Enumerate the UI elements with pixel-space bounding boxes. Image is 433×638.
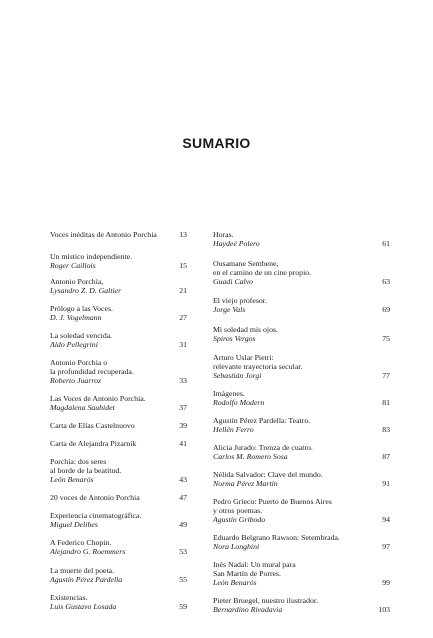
toc-entry	[213, 443, 390, 461]
toc-entry-page-number: 31	[179, 340, 187, 349]
toc-entry-author: Aldo Pellegrini	[50, 340, 98, 349]
toc-entry	[213, 470, 390, 488]
toc-entry-text	[213, 325, 378, 343]
toc-entry-title: Eduardo Belgrano Rawson: Setembrada.	[213, 533, 340, 542]
toc-entry-author: Agustín Gribodo	[213, 515, 266, 524]
toc-entry-page-number: 21	[179, 286, 187, 295]
toc-entry	[50, 230, 187, 239]
toc-entry-text	[50, 230, 175, 239]
toc-entry-author: León Benarós	[213, 578, 257, 587]
toc-entry	[213, 596, 390, 614]
toc-entry-text	[213, 389, 378, 407]
toc-entry-title: Las Voces de Antonio Porchia.	[50, 394, 146, 403]
toc-entry-page-number: 99	[382, 578, 390, 587]
toc-entry-text	[213, 560, 378, 587]
toc-entry-page-number: 59	[179, 602, 187, 611]
toc-entry	[213, 416, 390, 434]
toc-entry	[50, 252, 187, 270]
toc-entry-title: Antonio Porchia o	[50, 358, 108, 367]
toc-entry	[50, 566, 187, 584]
toc-entry-title: Arturo Uslar Pietri:	[213, 353, 274, 362]
toc-entry-author: Sebastián Jorgi	[213, 371, 262, 380]
toc-entry-author: Carlos M. Romero Sosa	[213, 452, 288, 461]
toc-entry-page-number: 81	[382, 398, 390, 407]
toc-entry-title: Ousamane Sembene,	[213, 259, 279, 268]
toc-entry-title: La muerte del poeta.	[50, 566, 115, 575]
toc-entry-author: Luis Gustavo Losada	[50, 602, 117, 611]
toc-entry-text	[50, 511, 175, 529]
toc-entry-page-number: 37	[179, 403, 187, 412]
toc-entry-text	[213, 296, 378, 314]
toc-entry	[50, 394, 187, 412]
toc-entry	[50, 331, 187, 349]
toc-entry-title: Carta de Elías Castelnuovo	[50, 421, 135, 430]
toc-entry-text	[50, 538, 175, 556]
toc-entry	[50, 493, 187, 502]
toc-entry	[50, 457, 187, 484]
toc-entry-page-number: 103	[378, 605, 390, 614]
toc-entry-text	[213, 259, 378, 286]
toc-entry-text	[213, 470, 378, 488]
toc-entry-page-number: 69	[382, 305, 390, 314]
toc-entry	[50, 593, 187, 611]
toc-entry-text	[50, 277, 175, 295]
toc-entry-title: Alicia Jurado: Trenza de cuatro.	[213, 443, 313, 452]
toc-entry-page-number: 41	[179, 439, 187, 448]
toc-entry-title: Pedro Grieco: Puerto de Buenos Aires	[213, 497, 332, 506]
toc-entry	[213, 533, 390, 551]
toc-entry-title: La soledad vencida.	[50, 331, 113, 340]
toc-entry-text	[213, 230, 378, 248]
toc-entry-author: Agustín Pérez Pardella	[50, 575, 123, 584]
toc-entry-author: Roberto Juarroz	[50, 376, 102, 385]
toc-entry-author: Norma Pérez Martín	[213, 479, 278, 488]
toc-entry-title: Horas.	[213, 230, 234, 239]
toc-entry-text	[213, 596, 374, 614]
toc-entry-title: Porchia: dos seres	[50, 457, 107, 466]
toc-entry-author: Alejandro G. Roemmers	[50, 547, 126, 556]
toc-entry-author: Magdalena Sauhidet	[50, 403, 115, 412]
toc-entry	[213, 325, 390, 343]
toc-entry-title: Agustín Pérez Pardella: Teatro.	[213, 416, 311, 425]
toc-entry-title: A Federico Chopin.	[50, 538, 112, 547]
toc-entry	[50, 439, 187, 448]
toc-entry-author: Nora Longhini	[213, 542, 260, 551]
toc-entry-author: Miguel Delibes	[50, 520, 98, 529]
toc-entry-title: Carta de Alejandra Pizarnik	[50, 439, 137, 448]
toc-entry-text	[50, 439, 175, 448]
toc-entry-text	[213, 416, 378, 434]
toc-entry-page-number: 53	[179, 547, 187, 556]
toc-entry-text	[50, 566, 175, 584]
toc-entry	[213, 497, 390, 524]
toc-entry	[213, 353, 390, 380]
toc-entry-text	[213, 533, 378, 551]
toc-entry-title: Imágenes.	[213, 389, 245, 398]
toc-entry	[50, 277, 187, 295]
toc-entry-text	[50, 358, 175, 385]
toc-entry-text	[50, 457, 175, 484]
toc-entry-text	[213, 443, 378, 461]
toc-entry-text	[50, 304, 175, 322]
toc-entry-page-number: 13	[179, 230, 187, 239]
toc-entry-author: Rodolfo Modern	[213, 398, 265, 407]
toc-entry-page-number: 49	[179, 520, 187, 529]
toc-entry-title: al borde de la beatitud.	[50, 466, 122, 475]
toc-entry-text	[213, 497, 378, 524]
toc-entry-title: 20 voces de Antonio Porchia	[50, 493, 140, 502]
toc-entry	[50, 421, 187, 430]
toc-entry-page-number: 75	[382, 334, 390, 343]
toc-entry-title: Antonio Porchia,	[50, 277, 104, 286]
toc-entry-title: Inés Nadal: Un mural para	[213, 560, 296, 569]
contents-left-column	[50, 230, 187, 611]
toc-entry-author: Hellén Ferro	[213, 425, 254, 434]
toc-entry-title: y otros poemas.	[213, 506, 263, 515]
toc-entry	[213, 296, 390, 314]
contents-right-column	[213, 230, 390, 614]
toc-entry-title: Mi soledad mis ojos.	[213, 325, 278, 334]
toc-entry-title: Voces inéditas de Antonio Porchia	[50, 230, 157, 239]
toc-entry-text	[50, 394, 175, 412]
toc-entry-page-number: 61	[382, 239, 390, 248]
toc-entry-title: Prólogo a las Voces.	[50, 304, 113, 313]
toc-entry-page-number: 94	[382, 515, 390, 524]
toc-entry-author: León Benarós	[50, 475, 94, 484]
toc-entry-title: Un místico independiente.	[50, 252, 133, 261]
toc-entry-author: Spiros Vergos	[213, 334, 256, 343]
toc-entry-page-number: 77	[382, 371, 390, 380]
toc-entry-page-number: 63	[382, 277, 390, 286]
toc-entry-text	[50, 252, 175, 270]
toc-entry-page-number: 15	[179, 261, 187, 270]
toc-entry-author: Guadi Calvo	[213, 277, 254, 286]
toc-entry-page-number: 91	[382, 479, 390, 488]
toc-entry-page-number: 55	[179, 575, 187, 584]
toc-entry-author: Roger Caillois	[50, 261, 96, 270]
toc-entry-title: la profundidad recuperada.	[50, 367, 134, 376]
toc-entry-page-number: 47	[179, 493, 187, 502]
toc-entry-author: Lysandro Z. D. Galtier	[50, 286, 122, 295]
toc-entry-text	[50, 331, 175, 349]
toc-entry-title: Nélida Salvador: Clave del mundo.	[213, 470, 323, 479]
toc-entry	[50, 358, 187, 385]
toc-entry-page-number: 33	[179, 376, 187, 385]
toc-entry-title: Experiencia cinematográfica.	[50, 511, 142, 520]
page-title: SUMARIO	[182, 135, 251, 151]
toc-entry-text	[213, 353, 378, 380]
toc-entry	[213, 259, 390, 286]
toc-entry-title: San Martín de Porres.	[213, 569, 281, 578]
toc-entry-title: en el camino de un cine propio.	[213, 268, 312, 277]
toc-entry-author: Haydeé Polero	[213, 239, 260, 248]
toc-entry-text	[50, 421, 175, 430]
toc-entry-page-number: 83	[382, 425, 390, 434]
toc-entry-title: Pieter Bruegel, nuestro ilustrador.	[213, 596, 319, 605]
toc-entry-text	[50, 493, 175, 502]
toc-entry-title: Existencias.	[50, 593, 88, 602]
toc-entry	[50, 304, 187, 322]
toc-entry-author: Jorge Vals	[213, 305, 246, 314]
toc-entry	[50, 538, 187, 556]
toc-entry-page-number: 87	[382, 452, 390, 461]
toc-entry-title: El viejo profesor.	[213, 296, 267, 305]
toc-entry-text	[50, 593, 175, 611]
toc-entry	[213, 560, 390, 587]
toc-entry-title: relevante trayectoria secular.	[213, 362, 303, 371]
toc-entry-page-number: 39	[179, 421, 187, 430]
toc-entry-page-number: 97	[382, 542, 390, 551]
toc-entry	[213, 230, 390, 248]
toc-entry-page-number: 27	[179, 313, 187, 322]
toc-entry-page-number: 43	[179, 475, 187, 484]
toc-entry	[213, 389, 390, 407]
toc-entry	[50, 511, 187, 529]
toc-entry-author: D. J. Vogelmann	[50, 313, 102, 322]
toc-entry-author: Bernardino Rivadavia	[213, 605, 283, 614]
